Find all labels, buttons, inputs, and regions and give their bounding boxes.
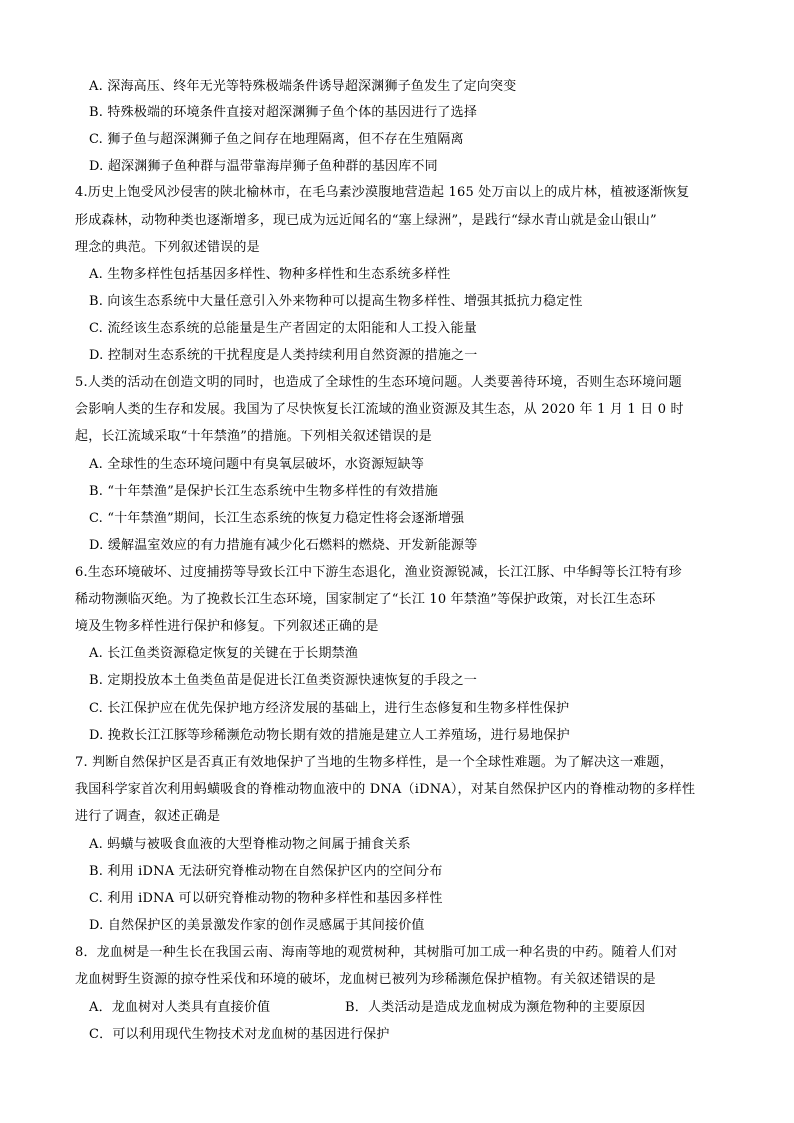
q8-option-b: B．人类活动是造成龙血树成为濒危物种的主要原因 [345,1000,646,1015]
q6-stem-line-1: 6.生态环境破坏、过度捕捞等导致长江中下游生态退化，渔业资源锐减，长江江豚、中华鲟等长江特有珍 [75,565,682,580]
q6-option-a: A. 长江鱼类资源稳定恢复的关键在于长期禁渔 [89,646,359,661]
q8-option-c: C．可以利用现代生物技术对龙血树的基因进行保护 [89,1027,390,1042]
q7-option-a: A. 蚂蟥与被吸食血液的大型脊椎动物之间属于捕食关系 [89,837,411,852]
q5-stem-line-2: 会影响人类的生存和发展。我国为了尽快恢复长江流域的渔业资源及其生态，从 2020 年 1 月 1 日 0 时 [75,402,684,417]
q4-option-c: C. 流经该生态系统的总能量是生产者固定的太阳能和人工投入能量 [89,321,477,336]
q5-option-b: B. “十年禁渔”是保护长江生态系统中生物多样性的有效措施 [89,484,438,499]
q4-option-a: A. 生物多样性包括基因多样性、物种多样性和生态系统多样性 [89,267,451,282]
q3-option-a: A. 深海高压、终年无光等特殊极端条件诱导超深渊狮子鱼发生了定向突变 [89,79,517,94]
q8-option-a: A．龙血树对人类具有直接价值 [89,1000,271,1015]
q6-option-c: C. 长江保护应在优先保护地方经济发展的基础上，进行生态修复和生物多样性保护 [89,701,570,716]
q7-stem-line-1: 7. 判断自然保护区是否真正有效地保护了当地的生物多样性，是一个全球性难题。为了解决这一难题， [75,755,673,770]
q7-stem-line-2: 我国科学家首次利用蚂蟥吸食的脊椎动物血液中的 DNA（iDNA），对某自然保护区内的脊椎动物的多样性 [75,782,696,797]
q8-stem-line-1: 8．龙血树是一种生长在我国云南、海南等地的观赏树种，其树脂可加工成一种名贵的中药。随着人们对 [75,945,678,960]
q3-option-d: D. 超深渊狮子鱼种群与温带靠海岸狮子鱼种群的基因库不同 [89,159,438,174]
q6-option-b: B. 定期投放本土鱼类鱼苗是促进长江鱼类资源快速恢复的手段之一 [89,673,478,688]
q3-option-c: C. 狮子鱼与超深渊狮子鱼之间存在地理隔离，但不存在生殖隔离 [89,132,464,147]
q5-stem-line-1: 5.人类的活动在创造文明的同时，也造成了全球性的生态环境问题。人类要善待环境，否则生态环境问题 [75,375,682,390]
q5-stem-line-3: 起，长江流域采取“十年禁渔”的措施。下列相关叙述错误的是 [75,429,432,444]
q6-stem-line-2: 稀动物濒临灭绝。为了挽救长江生态环境，国家制定了“长江 10 年禁渔”等保护政策，对长江生态环 [75,592,656,607]
q8-stem-line-2: 龙血树野生资源的掠夺性采伐和环境的破坏，龙血树已被列为珍稀濒危保护植物。有关叙述错误的是 [75,972,656,987]
q7-option-b: B. 利用 iDNA 无法研究脊椎动物在自然保护区内的空间分布 [89,864,443,879]
q4-stem-line-3: 理念的典范。下列叙述错误的是 [75,240,260,255]
q3-option-b: B. 特殊极端的环境条件直接对超深渊狮子鱼个体的基因进行了选择 [89,105,478,120]
q4-stem-line-2: 形成森林，动物种类也逐渐增多，现已成为远近闻名的“塞上绿洲”，是践行“绿水青山就是金山银山” [75,213,657,228]
q4-stem-line-1: 4.历史上饱受风沙侵害的陕北榆林市，在毛乌素沙漠腹地营造起 165 处万亩以上的成片林，植被逐渐恢复 [75,185,690,200]
q4-option-d: D. 控制对生态系统的干扰程度是人类持续利用自然资源的措施之一 [89,348,478,363]
q5-option-c: C. “十年禁渔”期间，长江生态系统的恢复力稳定性将会逐渐增强 [89,511,465,526]
q6-option-d: D. 挽救长江江豚等珍稀濒危动物长期有效的措施是建立人工养殖场，进行易地保护 [89,728,570,743]
q7-stem-line-3: 进行了调查，叙述正确是 [75,809,221,824]
q5-option-d: D. 缓解温室效应的有力措施有减少化石燃料的燃烧、开发新能源等 [89,538,478,553]
q7-option-d: D. 自然保护区的美景激发作家的创作灵感属于其间接价值 [89,918,425,933]
q5-option-a: A. 全球性的生态环境问题中有臭氧层破坏，水资源短缺等 [89,457,425,472]
q4-option-b: B. 向该生态系统中大量任意引入外来物种可以提高生物多样性、增强其抵抗力稳定性 [89,294,583,309]
q6-stem-line-3: 境及生物多样性进行保护和修复。下列叙述正确的是 [75,619,379,634]
q7-option-c: C. 利用 iDNA 可以研究脊椎动物的物种多样性和基因多样性 [89,891,443,906]
